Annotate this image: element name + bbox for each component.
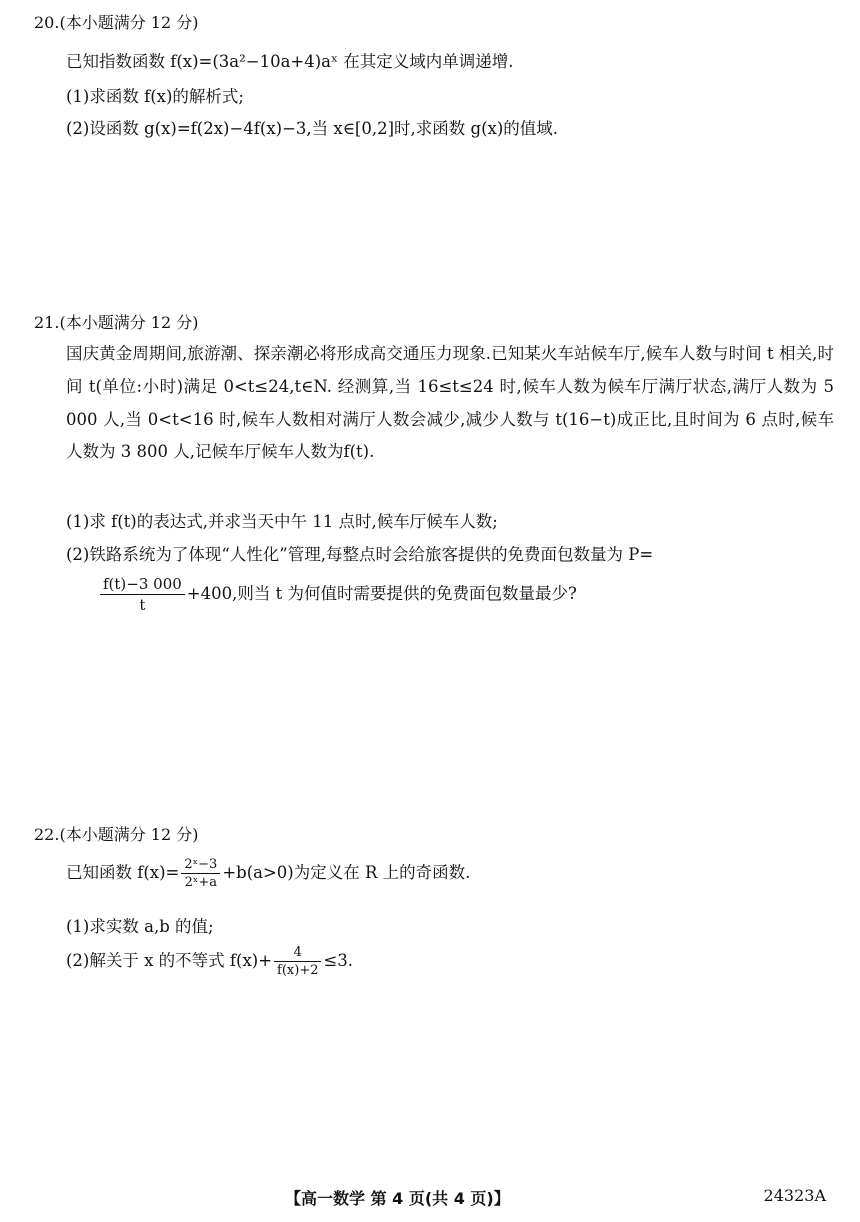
exam-code: 24323A (763, 1186, 826, 1205)
question-21-part-2-line-2 (98, 574, 577, 615)
question-22-header: 22.(本小题满分 12 分) (34, 825, 199, 844)
question-20-part-2: (2)设函数 g(x)=f(2x)−4f(x)−3,当 x∈[0,2]时,求函数 g(x)的值域. (66, 119, 559, 138)
question-21-header: 21.(本小题满分 12 分) (34, 313, 199, 332)
question-22-part-2 (66, 944, 353, 979)
question-21 (34, 312, 834, 334)
question-22-stem-head: 已知函数 f(x)= (66, 863, 180, 882)
question-20-header: 20.(本小题满分 12 分) (34, 13, 199, 32)
question-22 (34, 824, 834, 846)
question-20 (34, 12, 834, 34)
question-21-part-2-tail: +400,则当 t 为何值时需要提供的免费面包数量最少? (186, 584, 577, 603)
fraction-numerator: f(t)−3 000 (100, 574, 185, 595)
bread-formula-fraction (100, 574, 185, 615)
function-fraction (181, 856, 220, 891)
question-21-stem: 国庆黄金周期间,旅游潮、探亲潮必将形成高交通压力现象.已知某火车站候车厅,候车人数与时间 t 相关,时间 t(单位:小时)满足 0<t≤24,t∈N. 经测算,当 16≤t≤24 时,候车人数为候车厅满厅状态,满厅人数为 5 000 人,当 0<t<16 时,候车人数相对满厅人数会减少,减少人数与 t(16−t)成正比,且时间为 6 点时,候车人数为 3 800 人,记候车厅候车人数为f(t). (66, 344, 834, 462)
fraction-denominator: 2ˣ+a (184, 875, 218, 890)
footer-title: 【高一数学 第 4 页(共 4 页)】 (285, 1189, 510, 1208)
question-20-stem: 已知指数函数 f(x)=(3a²−10a+4)aˣ 在其定义域内单调递增. (66, 52, 514, 71)
inequality-fraction (274, 944, 321, 979)
question-21-part-2-line-1: (2)铁路系统为了体现“人性化”管理,每整点时会给旅客提供的免费面包数量为 P= (66, 545, 654, 564)
question-20-part-1: (1)求函数 f(x)的解析式; (66, 87, 244, 106)
fraction-denominator: t (139, 596, 146, 614)
question-22-part-1: (1)求实数 a,b 的值; (66, 917, 214, 936)
fraction-denominator: f(x)+2 (277, 963, 319, 978)
question-22-stem (66, 856, 470, 891)
fraction-numerator: 4 (274, 944, 321, 962)
question-22-part-2-head: (2)解关于 x 的不等式 f(x)+ (66, 951, 273, 970)
question-22-stem-tail: +b(a>0)为定义在 R 上的奇函数. (222, 863, 471, 882)
question-21-part-1: (1)求 f(t)的表达式,并求当天中午 11 点时,候车厅候车人数; (66, 512, 498, 531)
question-22-part-2-tail: ≤3. (323, 951, 354, 970)
fraction-numerator: 2ˣ−3 (181, 856, 220, 874)
